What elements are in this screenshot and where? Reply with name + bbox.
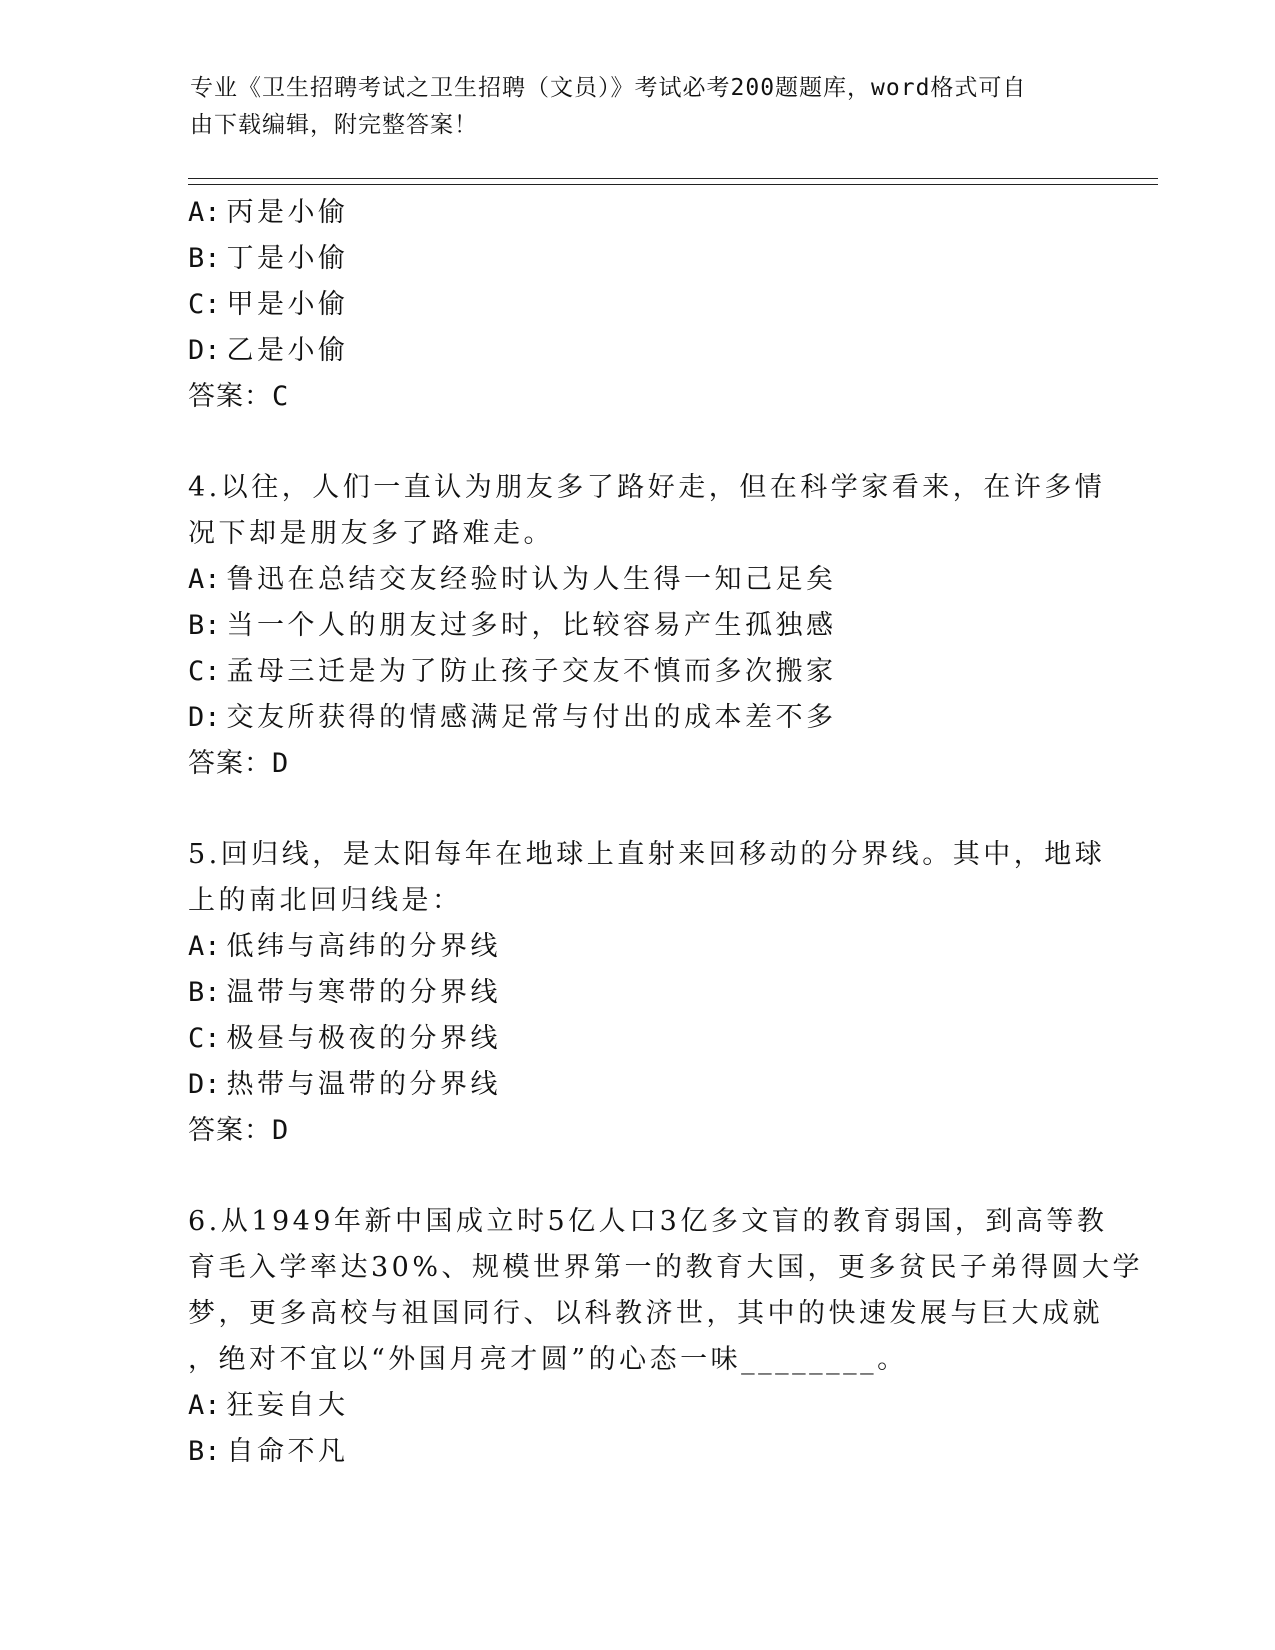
question-list: [188, 190, 1144, 1475]
header-line-1: 专业《卫生招聘考试之卫生招聘（文员）》考试必考200题题库，word格式可自: [190, 75, 1027, 101]
option-a: A: 低纬与高纬的分界线: [188, 931, 502, 962]
question-text-line: 况下却是朋友多了路难走。: [188, 518, 554, 549]
question-6: [188, 1199, 1144, 1475]
question-text-line: 4.以往，人们一直认为朋友多了路好走，但在科学家看来，在许多情: [188, 472, 1106, 503]
answer: 答案：D: [188, 1115, 290, 1146]
option-b: B: 当一个人的朋友过多时，比较容易产生孤独感: [188, 610, 837, 641]
option-d: D: 乙是小偷: [188, 335, 349, 366]
question-text-line: 梦，更多高校与祖国同行、以科教济世，其中的快速发展与巨大成就: [188, 1298, 1103, 1329]
answer: 答案：D: [188, 748, 290, 779]
option-b: B: 丁是小偷: [188, 243, 349, 274]
answer: 答案：C: [188, 381, 290, 412]
question-3: [188, 190, 1088, 420]
question-text-line: 5.回归线，是太阳每年在地球上直射来回移动的分界线。其中，地球: [188, 839, 1106, 870]
option-b: B: 自命不凡: [188, 1436, 349, 1467]
option-a: A: 鲁迅在总结交友经验时认为人生得一知己足矣: [188, 564, 837, 595]
document-header: [190, 70, 1070, 144]
question-5: [188, 832, 1106, 1154]
option-a: A: 狂妄自大: [188, 1390, 349, 1421]
question-4: [188, 465, 1106, 787]
header-line-2: 由下载编辑，附完整答案！: [190, 112, 478, 138]
question-text-line: 上的南北回归线是：: [188, 885, 463, 916]
question-text-line: 育毛入学率达30%、规模世界第一的教育大国，更多贫民子弟得圆大学: [188, 1252, 1144, 1283]
option-d: D: 热带与温带的分界线: [188, 1069, 502, 1100]
question-text-line: ，绝对不宜以“外国月亮才圆”的心态一味________。: [188, 1344, 908, 1375]
option-d: D: 交友所获得的情感满足常与付出的成本差不多: [188, 702, 837, 733]
option-a: A: 丙是小偷: [188, 197, 349, 228]
option-c: C: 甲是小偷: [188, 289, 349, 320]
option-b: B: 温带与寒带的分界线: [188, 977, 502, 1008]
header-rule-top: [188, 178, 1158, 179]
question-text-line: 6.从1949年新中国成立时5亿人口3亿多文盲的教育弱国，到高等教: [188, 1206, 1108, 1237]
option-c: C: 极昼与极夜的分界线: [188, 1023, 502, 1054]
header-rule-bottom: [188, 184, 1158, 185]
option-c: C: 孟母三迁是为了防止孩子交友不慎而多次搬家: [188, 656, 837, 687]
